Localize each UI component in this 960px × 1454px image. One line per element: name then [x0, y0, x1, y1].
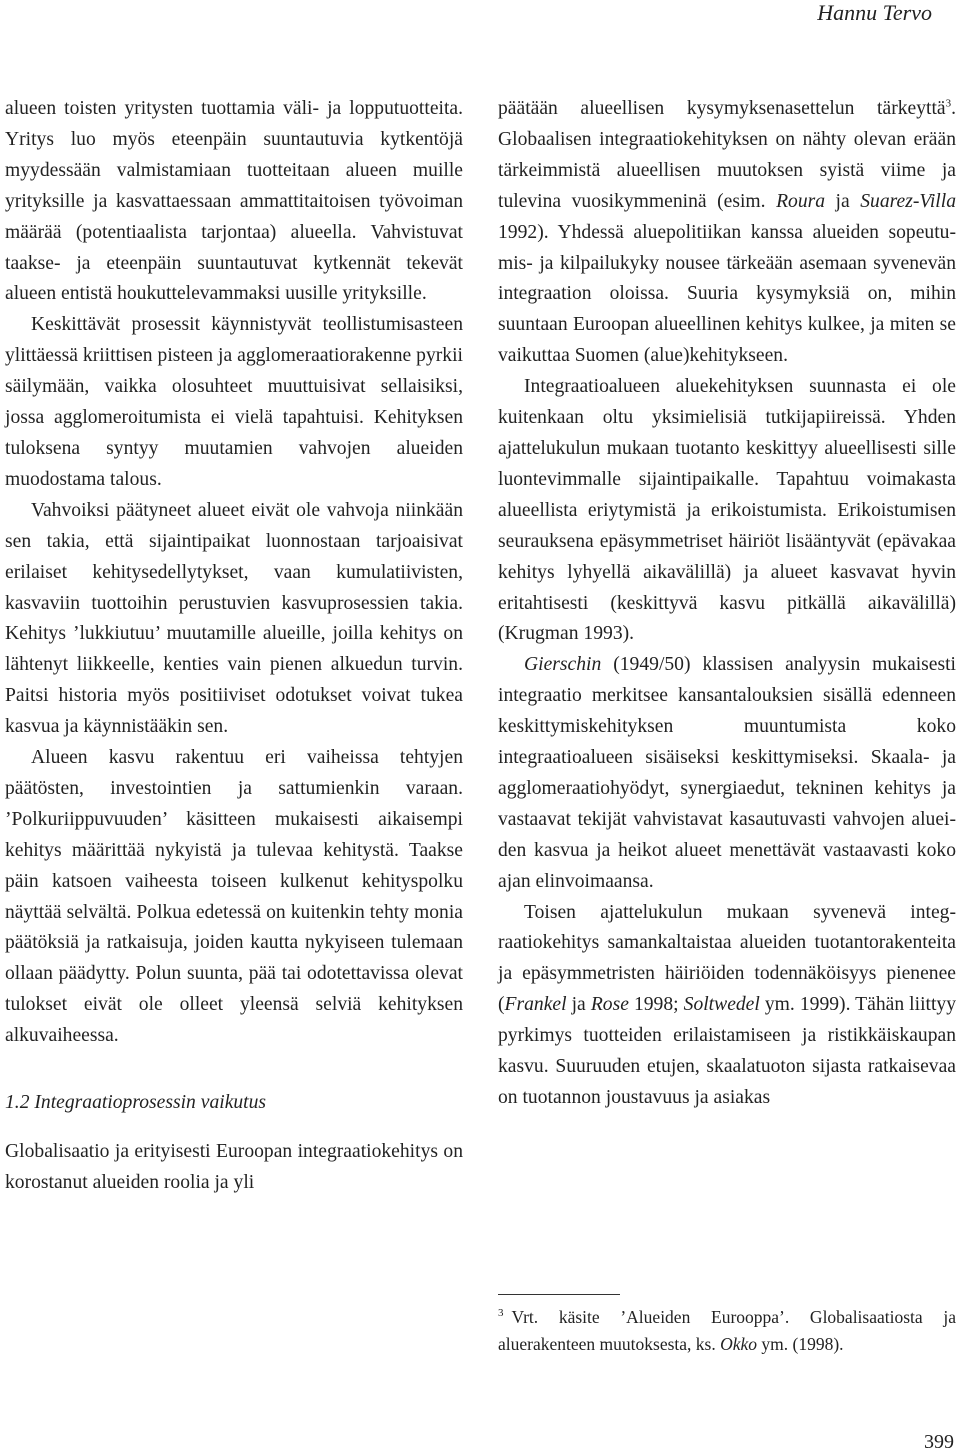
- author-name: Frankel: [504, 994, 567, 1016]
- right-column: [498, 94, 956, 1114]
- text-run: 1992). Yhdessä aluepolitiikan kanssa alueiden sopeutumis- ja kilpailukyky nousee tärkeään asemaan syvenevän integraation oloissa. Suuria kysymyksiä on, mihin suuntaan Euroopan alueellinen kehitys kulkee, ja miten se vaikuttaa Suomen (alue)kehitykseen.: [498, 221, 956, 367]
- text-run: ja: [825, 190, 861, 212]
- section-heading: 1.2 Integraatioprosessin vaikutus: [5, 1092, 267, 1114]
- author-name: Suarez-Villa: [860, 190, 956, 212]
- text-run: ym. (1998).: [757, 1333, 844, 1354]
- text-run: Toisen ajattelukulun mukaan syvenevä integraatiokehitys samankaltaistaa alueiden tuotantorakenteita ja epäsymmetristen häiriöiden todennäköisyys pienenee (: [498, 901, 956, 1016]
- text-run: Vrt. käsite ’Alueiden Eurooppa’. Globalisaatiosta ja aluerakenteen muutoksesta, ks.: [498, 1306, 956, 1354]
- footnote: [498, 1300, 956, 1358]
- footnote-number: 3: [498, 1307, 504, 1319]
- running-header-author: Hannu Tervo: [817, 0, 932, 25]
- paragraph: [498, 94, 956, 372]
- author-name: Rose: [590, 994, 629, 1016]
- paragraph: Alueen kasvu rakentuu eri vaiheissa tehtyjen päätösten, investointien ja sattumienkin varaan. ’Polkuriippuvuuden’ käsitteen mukaisesti aikaisempi kehitys määrittää nykyistä ja tulevaa kehitystä. Taakse päin katsoen vaiheesta toiseen kulkenut kehityspolku näyttää selvältä. Polkua edetessä on kuitenkin tehty monia päätöksiä ja ratkaisuja, joiden kautta nykyiseen tulemaan ollaan päädytty. Polun suunta, pää tai odotettavissa olevat tulokset eivät ole olleet yleensä selviä kehityksen alkuvaiheessa.: [5, 747, 463, 1047]
- left-column: [5, 94, 463, 1199]
- author-name: Roura: [776, 190, 826, 212]
- text-run: päätään alueellisen kysymyksenasettelun tärkeyttä: [498, 98, 946, 119]
- paragraph: Keskittävät prosessit käynnistyvät teollistumisasteen ylittäessä kriittisen pisteen ja agglomeraatiorakenne pyrkii säilymään, vaikka olosuhteet muuttuisivat sellaisiksi, jossa agglomeroitumista ei vielä tapahtuisi. Kehityksen tuloksena syntyy muutamien vahvojen alueiden muodostama talous.: [5, 314, 463, 490]
- paragraph: Integraatioalueen aluekehityksen suunnasta ei ole kuitenkaan oltu yksimielisiä tutkijapiireissä. Yhden ajattelukulun mukaan tuotanto keskittyy alueellisesti sille luontevimmalle sijaintipaikalle. Tapahtuu voimakasta alueellista eriytymistä ja erikoistumista. Erikoistumisen seurauksena epäsymmetriset häiriöt lisääntyvät (epävakaa kehitys lyhyellä aikavälillä) ja alueet kasvavat hyvin eritahtisesti (keskittyvä kasvu pitkällä aikavälillä) (Krugman 1993).: [498, 376, 956, 645]
- paragraph: alueen toisten yritysten tuottamia väli- ja lopputuotteita. Yritys luo myös eteenpäin suuntautuvia kytkentöjä myydessään valmistamiaan tuotteitaan alueen muille yrityksille ja kasvattaessaan ammattitaitoisen työvoiman määrää (potentiaalista tarjontaa) alueella. Vahvistuvat taakse- ja eteenpäin suuntautuvat kytkennät tekevät alueen entistä houkuttelevammaksi uusille yrityksille.: [5, 98, 463, 305]
- paragraph: Globalisaatio ja erityisesti Euroopan integraatiokehitys on korostanut alueiden roolia ja yli: [5, 1141, 463, 1193]
- footnote-reference: 3: [945, 97, 952, 110]
- author-name: Okko: [720, 1333, 758, 1354]
- text-run: (1949/50) klassisen analyysin mukaisesti integraatio merkitsee kansantalouksien sisällä edenneen keskittymiskehityksen muuntumista koko integraatioalueen sisäiseksi keskittymiseksi. Skaala- ja agglomeraatiohyödyt, synergiaedut, tekninen kehitys ja vastaavat tekijät vahvistavat kasautuvasti vahvojen alueiden kasvua ja heikot alueet menettävät vastaavasti koko ajan elinvoimaansa.: [498, 654, 956, 892]
- author-name: Gierschin: [524, 654, 602, 676]
- text-run: ym. 1999). Tähän liittyy pyrkimys tuotteiden erilaistamiseen ja ristikkäiskaupan kasvu. Suuruuden etujen, skaalatuoton sijasta ratkaisevaa on tuotannon joustavuus ja asiakas: [498, 994, 956, 1108]
- paragraph: Vahvoiksi päätyneet alueet eivät ole vahvoja niinkään sen takia, että sijaintipaikat luonnostaan tarjoaisivat erilaiset kehitysedellytykset, vaan kumulatiivisten, kasvaviin tuottoihin perustuvien kasvuprosessien takia. Kehitys ’lukkiutuu’ muutamille alueille, joilla kehitys on lähtenyt liikkeelle, kenties vain pienen alkuedun turvin. Paitsi historia myös positiiviset odotukset voivat tukea kasvua ja käynnistääkin sen.: [5, 499, 463, 738]
- text-run: ja: [566, 994, 591, 1016]
- paragraph: [498, 650, 956, 897]
- footnote-divider: [498, 1294, 620, 1295]
- paragraph: [498, 898, 956, 1114]
- text-run: . Globaalisen integraatiokehityksen on nähty olevan erään tärkeimmistä alueellisen muutoksen syistä viime ja tulevina vuosikymmeninä (esim.: [498, 98, 956, 212]
- page-number: 399: [924, 1431, 954, 1453]
- text-run: 1998;: [628, 994, 684, 1016]
- author-name: Soltwedel: [683, 994, 760, 1016]
